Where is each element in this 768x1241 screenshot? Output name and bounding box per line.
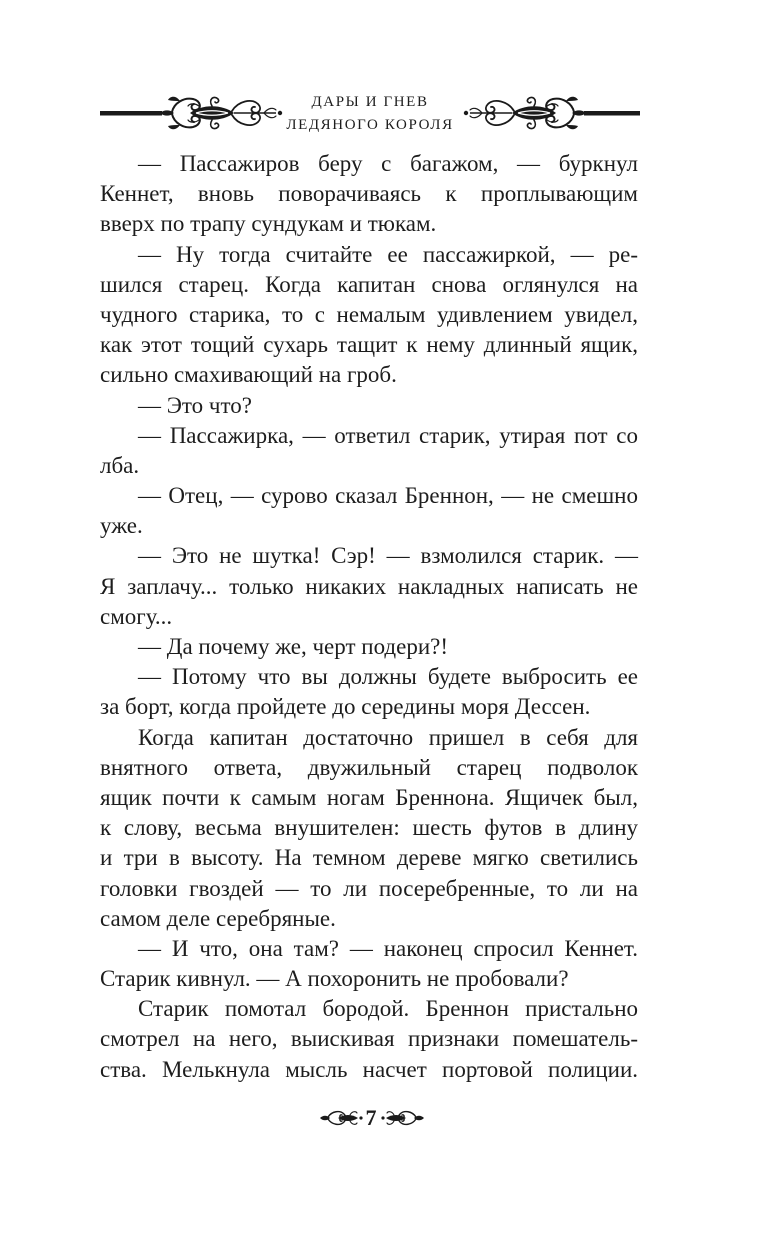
- header-rule-left: [100, 111, 162, 116]
- text-line: — Это что?: [138, 392, 252, 418]
- paragraph: [100, 240, 638, 391]
- text-line: — Потому что вы должны будете выбросить ее: [138, 664, 638, 690]
- paragraph: [100, 481, 638, 541]
- text-line: к слову, весьма внушителен: шесть футов в длину: [100, 815, 638, 841]
- text-line: ящик почти к самым ногам Бреннона. Ящичек был,: [100, 784, 638, 810]
- paragraph: [100, 723, 638, 934]
- text-line: и три в высоту. На темном дереве мягко светились: [100, 845, 638, 871]
- text-line: внятного ответа, двужильный старец подволок: [100, 754, 638, 780]
- text-line: вверх по трапу сундукам и тюкам.: [100, 211, 437, 237]
- text-line: сильно смахивающий на гроб.: [100, 362, 397, 388]
- paragraph: [100, 541, 638, 632]
- text-line: ства. Мелькнула мысль насчет портовой полиции.: [100, 1056, 638, 1082]
- paragraph: [100, 994, 638, 1085]
- header-rule-right: [584, 111, 640, 116]
- text-line: чудного старика, то с немалым удивлением увидел,: [100, 301, 638, 327]
- text-line: — Да почему же, черт подери?!: [138, 634, 448, 659]
- running-head-title: [250, 91, 490, 137]
- footer-ornament-right: [381, 1112, 424, 1125]
- text-line: лба.: [100, 452, 140, 478]
- paragraph: [100, 662, 638, 722]
- page-number: 7: [365, 1105, 377, 1130]
- paragraph: [100, 421, 638, 481]
- text-line: шился старец. Когда капитан снова оглянулся на: [100, 271, 638, 297]
- text-line: — И что, она там? — наконец спросил Кеннет.: [138, 935, 638, 961]
- running-head-line-1: ДАРЫ И ГНЕВ: [311, 94, 429, 110]
- text-line: самом деле серебряные.: [100, 905, 336, 931]
- text-line: смотрел на него, выискивая признаки помешатель-: [100, 1026, 638, 1052]
- text-line: как этот тощий сухарь тащит к нему длинный ящик,: [100, 332, 638, 358]
- text-line: Кеннет, вновь поворачиваясь к проплывающим: [100, 181, 638, 207]
- paragraph: [100, 391, 638, 421]
- body-text: [100, 149, 638, 1085]
- paragraph: [100, 934, 638, 994]
- text-line: Старик кивнул. — А похоронить не пробовали?: [100, 966, 569, 992]
- text-line: Я заплачу... только никаких накладных написать не: [100, 573, 638, 599]
- text-line: смогу...: [100, 603, 173, 629]
- text-line: — Пассажиров беру с багажом, — буркнул: [138, 151, 638, 176]
- text-line: за борт, когда пройдете до середины моря Дессен.: [100, 694, 591, 720]
- text-line: — Пассажирка, — ответил старик, утирая пот со: [138, 422, 638, 448]
- running-head-line-2: ЛЕДЯНОГО КОРОЛЯ: [286, 117, 454, 133]
- text-line: — Отец, — сурово сказал Бреннон, — не смешно: [138, 483, 638, 509]
- text-line: — Это не шутка! Сэр! — взмолился старик. —: [138, 543, 638, 569]
- text-line: Старик помотал бородой. Бреннон пристально: [138, 996, 638, 1022]
- paragraph: [100, 632, 638, 662]
- text-line: уже.: [100, 513, 143, 539]
- text-line: Когда капитан достаточно пришел в себя для: [138, 724, 638, 750]
- text-line: — Ну тогда считайте ее пассажиркой, — ре-: [138, 241, 638, 267]
- paragraph: [100, 149, 638, 240]
- text-line: головки гвоздей — то ли посеребренные, то ли на: [100, 875, 638, 901]
